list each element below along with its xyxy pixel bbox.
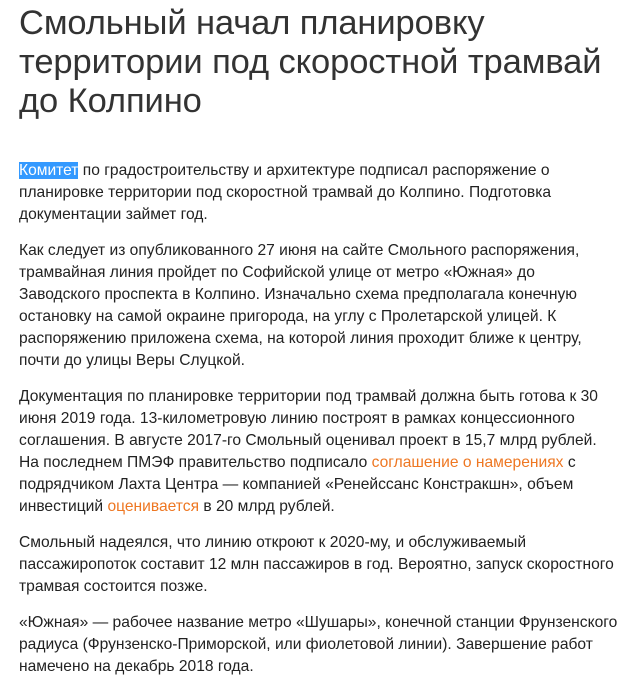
paragraph-1 [19, 160, 619, 226]
agreement-link[interactable]: соглашение о намерениях [371, 454, 564, 471]
paragraph-3-text-end: в 20 млрд рублей. [199, 498, 335, 515]
article-title: Смольный начал планировку территории под скоростной трамвай до Колпино [19, 4, 602, 120]
estimate-link[interactable]: оценивается [107, 498, 200, 515]
paragraph-3-text-middle: с подрядчиком Лахта Центра — компанией «Ренейссанс Констракшн», объем инвестиций [19, 454, 576, 515]
paragraph-5: «Южная» — рабочее название метро «Шушары», конечной станции Фрунзенского радиуса (Фрунзенско-Приморской, или фиолетовой линии). Завершение работ намечено на декабрь 2018 года. [19, 614, 618, 675]
article-body [19, 160, 619, 678]
article [19, 0, 619, 692]
paragraph-3 [19, 386, 619, 518]
paragraph-1-text: по градостроительству и архитектуре подписал распоряжение о планировке территории под скоростной трамвай до Колпино. Подготовка документации займет год. [19, 162, 552, 223]
selected-text[interactable]: Комитет [19, 162, 79, 179]
paragraph-3-text-start: Документация по планировке территории под трамвай должна быть готова к 30 июня 2019 года. 13-километровую линию построят в рамках концессионного соглашения. В августе 2017-го Смольный оценивал проект в 15,7 млрд рублей. На последнем ПМЭФ правительство подписало [19, 388, 598, 471]
paragraph-2: Как следует из опубликованного 27 июня на сайте Смольного распоряжения, трамвайная линия пройдет по Софийской улице от метро «Южная» до Заводского проспекта в Колпино. Изначально схема предполагала конечную остановку на самой окраине пригорода, на углу с Пролетарской улицей. К распоряжению приложена схема, на которой линия проходит ближе к центру, почти до улицы Веры Слуцкой. [19, 242, 582, 369]
paragraph-4: Смольный надеялся, что линию откроют к 2020-му, и обслуживаемый пассажиропоток составит 12 млн пассажиров в год. Вероятно, запуск скоростного трамвая состоится позже. [19, 534, 614, 595]
